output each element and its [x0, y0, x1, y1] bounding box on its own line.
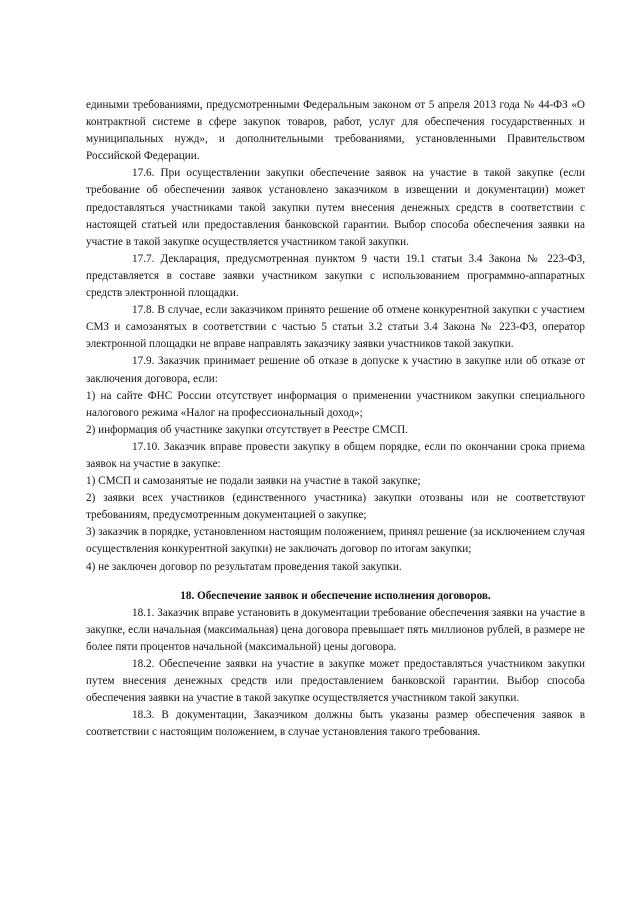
- list-item-17-9-2: 2) информация об участнике закупки отсутствует в Реестре СМСП.: [86, 423, 408, 436]
- paragraph-17-6: 17.6. При осуществлении закупки обеспечение заявок на участие в такой закупке (если требование об обеспечении заявок установлено заказчиком в извещении и документации) может предоставляться участниками такой закупки путем внесения денежных средств в соответствии с настоящей статьей или предоставления банковской гарантии. Выбор способа обеспечения заявки на участие в такой закупке осуществляется участником такой закупки.: [86, 167, 585, 248]
- list-item-17-10-2: 2) заявки всех участников (единственного участника) закупки отозваны или не соответствуют требованиям, предусмотренным документацией о закупке;: [86, 492, 585, 522]
- paragraph-17-8: 17.8. В случае, если заказчиком принято решение об отмене конкурентной закупки с участием СМЗ и самозанятых в соответствии с частью 5 статьи 3.2 статьи 3.4 Закона № 223-ФЗ, оператор электронной площадки не вправе направлять заказчику заявки участников такой закупки.: [86, 304, 585, 351]
- list-item-17-10-1: 1) СМСП и самозанятые не подали заявки на участие в такой закупке;: [86, 475, 421, 488]
- document-page: [86, 97, 585, 741]
- paragraph-18-3: 18.3. В документации, Заказчиком должны быть указаны размер обеспечения заявок в соответствии с настоящим положением, в случае установления такого требования.: [86, 709, 585, 739]
- paragraph-17-9: 17.9. Заказчик принимает решение об отказе в допуске к участию в закупке или об отказе от заключения договора, если:: [86, 355, 585, 385]
- section-heading-18: 18. Обеспечение заявок и обеспечение исполнения договоров.: [180, 589, 491, 602]
- paragraph-continuation: едиными требованиями, предусмотренными Федеральным законом от 5 апреля 2013 года № 44-ФЗ «О контрактной системе в сфере закупок товаров, работ, услуг для обеспечения государственных и муниципальных нужд», и дополнительными требованиями, установленными Правительством Российской Федерации.: [86, 99, 585, 163]
- paragraph-18-2: 18.2. Обеспечение заявки на участие в закупке может предоставляться участником закупки путем внесения денежных средств или предоставлением банковской гарантии. Выбор способа обеспечения заявки на участие в такой закупке осуществляется участником такой закупки.: [86, 658, 585, 705]
- list-item-17-10-3: 3) заказчик в порядке, установленном настоящим положением, принял решение (за исключением случая осуществления конкурентной закупки) не заключать договор по итогам закупки;: [86, 526, 585, 556]
- list-item-17-9-1: 1) на сайте ФНС России отсутствует информация о применении участником закупки специального налогового режима «Налог на профессиональный доход»;: [86, 389, 585, 419]
- paragraph-17-10: 17.10. Заказчик вправе провести закупку в общем порядке, если по окончании срока приема заявок на участие в закупке:: [86, 440, 585, 470]
- paragraph-17-7: 17.7. Декларация, предусмотренная пунктом 9 части 19.1 статьи 3.4 Закона № 223-ФЗ, представляется в составе заявки участником закупки с использованием программно-аппаратных средств электронной площадки.: [86, 252, 585, 300]
- list-item-17-10-4: 4) не заключен договор по результатам проведения такой закупки.: [86, 560, 402, 573]
- paragraph-18-1: 18.1. Заказчик вправе установить в документации требование обеспечения заявки на участие в закупке, если начальная (максимальная) цена договора превышает пять миллионов рублей, в размере не более пяти процентов начальной (максимальной) цены договора.: [86, 606, 585, 653]
